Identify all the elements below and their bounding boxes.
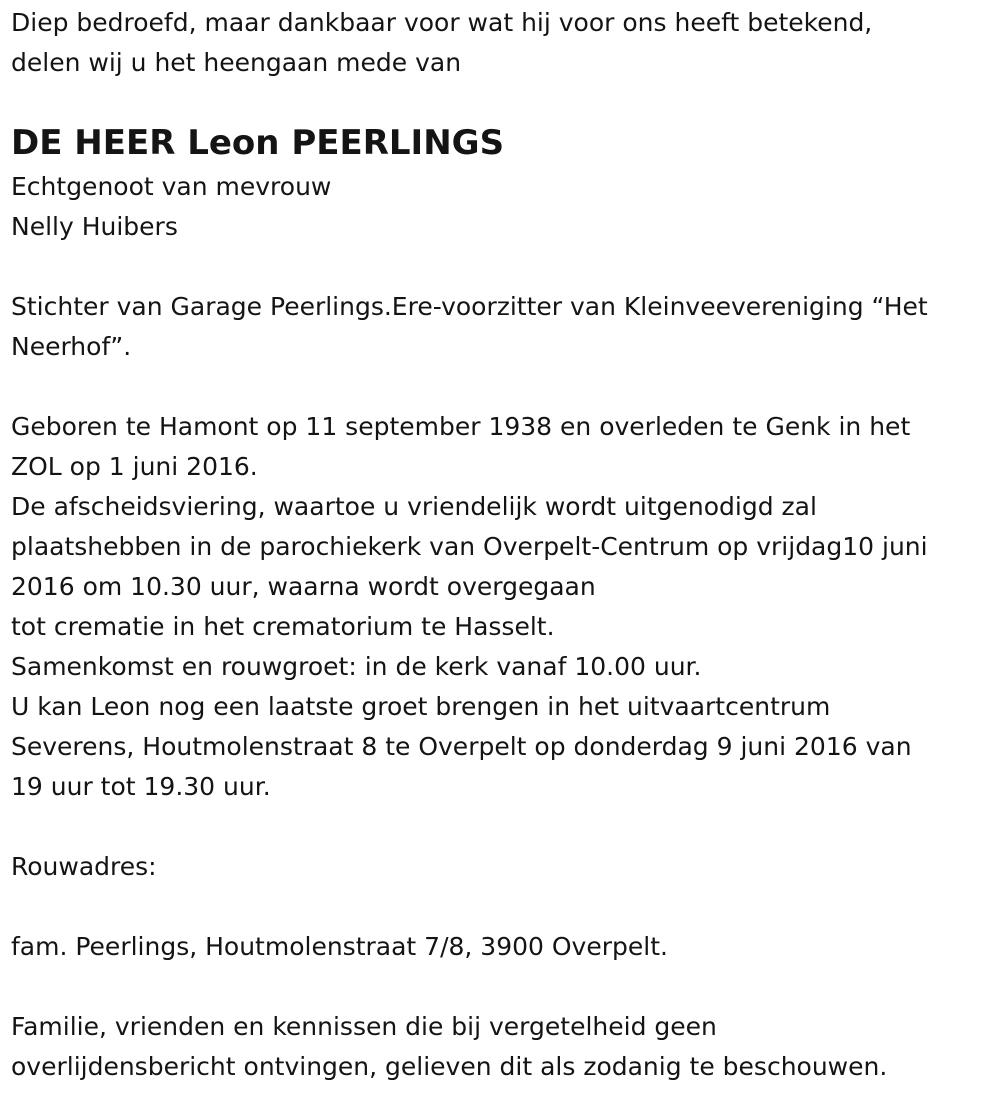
- roles-line-1: Stichter van Garage Peerlings.Ere-voorzitter van Kleinveevereniging “Het: [11, 292, 928, 321]
- deceased-name: DE HEER Leon PEERLINGS: [11, 123, 505, 163]
- spouse-line-2: Nelly Huibers: [11, 212, 178, 241]
- details-line-8: U kan Leon nog een laatste groet brengen in het uitvaartcentrum: [11, 692, 831, 721]
- spacer: [11, 967, 996, 1007]
- details-line-5: 2016 om 10.30 uur, waarna wordt overgegaan: [11, 572, 596, 601]
- roles-paragraph: [11, 287, 996, 367]
- details-line-1: Geboren te Hamont op 11 september 1938 en overleden te Genk in het: [11, 412, 911, 441]
- spouse-paragraph: [11, 167, 996, 247]
- spacer: [11, 247, 996, 287]
- closing-line-2: overlijdensbericht ontvingen, gelieven dit als zodanig te beschouwen.: [11, 1052, 888, 1081]
- closing-paragraph: [11, 1007, 996, 1087]
- details-line-7: Samenkomst en rouwgroet: in de kerk vanaf 10.00 uur.: [11, 652, 702, 681]
- intro-paragraph: [11, 3, 996, 83]
- details-line-10: 19 uur tot 19.30 uur.: [11, 772, 271, 801]
- details-line-4: plaatshebben in de parochiekerk van Overpelt-Centrum op vrijdag10 juni: [11, 532, 928, 561]
- spacer: [11, 367, 996, 407]
- intro-line-2: delen wij u het heengaan mede van: [11, 48, 462, 77]
- details-line-3: De afscheidsviering, waartoe u vriendelijk wordt uitgenodigd zal: [11, 492, 817, 521]
- address-label: Rouwadres:: [11, 852, 157, 881]
- details-line-2: ZOL op 1 juni 2016.: [11, 452, 258, 481]
- mourning-address: fam. Peerlings, Houtmolenstraat 7/8, 3900 Overpelt.: [11, 932, 668, 961]
- roles-line-2: Neerhof”.: [11, 332, 132, 361]
- spacer: [11, 807, 996, 847]
- details-line-9: Severens, Houtmolenstraat 8 te Overpelt op donderdag 9 juni 2016 van: [11, 732, 912, 761]
- spouse-line-1: Echtgenoot van mevrouw: [11, 172, 332, 201]
- details-line-6: tot crematie in het crematorium te Hasselt.: [11, 612, 555, 641]
- death-notice: [11, 3, 996, 1087]
- details-paragraph: [11, 407, 996, 807]
- spacer: [11, 887, 996, 927]
- intro-line-1: Diep bedroefd, maar dankbaar voor wat hij voor ons heeft betekend,: [11, 8, 873, 37]
- closing-line-1: Familie, vrienden en kennissen die bij vergetelheid geen: [11, 1012, 717, 1041]
